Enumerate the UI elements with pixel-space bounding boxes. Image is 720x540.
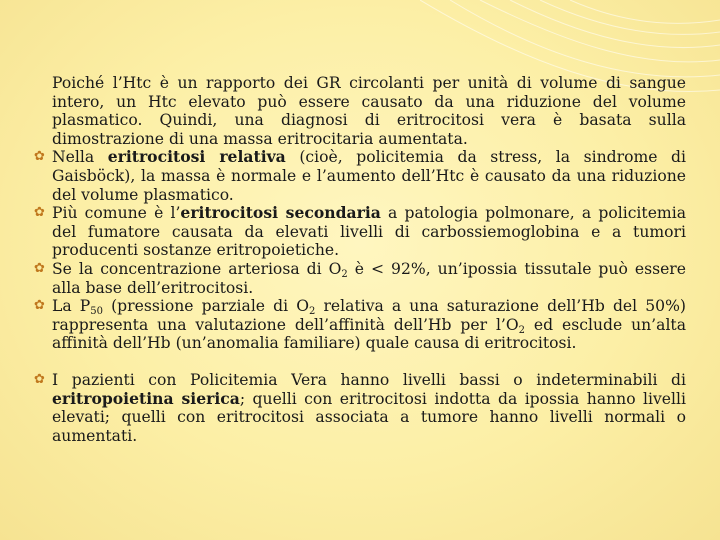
bold-term: eritropoietina sierica xyxy=(52,388,240,408)
text-run: a patologia polmonare, a policitemia del fumatore causata da elevati livelli di carbossiemoglobina e a tumori producenti sostanze eritropoietiche. xyxy=(52,204,686,260)
text-run: I pazienti con Policitemia Vera hanno livelli bassi o indeterminabili di xyxy=(52,370,686,389)
subscript-text: 2 xyxy=(309,306,316,318)
text-run: Poiché l’Htc è un rapporto dei GR circolanti per unità di volume di sangue intero, un Htc elevato può essere causato da una riduzione del volume plasmatico. Quindi, una diagnosi di eritrocitosi vera è basata sulla dimostrazione di una massa eritrocitaria aumentata. xyxy=(52,74,686,148)
bold-term: eritrocitosi secondaria xyxy=(180,203,381,223)
bullet-paragraph xyxy=(52,260,686,297)
bullet-paragraph xyxy=(52,148,686,204)
bullet-paragraph xyxy=(52,371,686,445)
paragraph-spacer xyxy=(52,353,686,371)
subscript-text: 50 xyxy=(90,306,103,318)
text-run: ; quelli con eritrocitosi indotta da ipossia hanno livelli elevati; quelli con eritrocitosi associata a tumore hanno livelli normali o aumentati. xyxy=(52,389,686,445)
text-run: relativa a una saturazione dell’Hb del 50%) rappresenta una valutazione dell’affinità dell’Hb per l’O xyxy=(52,297,686,334)
slide-text-body xyxy=(52,74,686,445)
intro-paragraph xyxy=(52,74,686,148)
text-run: Se la concentrazione arteriosa di O xyxy=(52,259,342,278)
bold-term: eritrocitosi relativa xyxy=(107,147,286,167)
bullet-paragraph xyxy=(52,204,686,260)
text-run: ed esclude un’alta affinità dell’Hb (un’anomalia familiare) quale causa di eritrocitosi. xyxy=(52,315,686,353)
text-run: Più comune è l’ xyxy=(52,204,181,223)
text-run: (pressione parziale di O xyxy=(102,297,309,316)
text-run: (cioè, policitemia da stress, la sindrome di Gaisböck), la massa è normale e l’aumento dell’Htc è causato da una riduzione del volume plasmatico. xyxy=(52,148,686,204)
text-run: è < 92%, un’ipossia tissutale può essere alla base dell’eritrocitosi. xyxy=(52,259,686,297)
text-run: Nella xyxy=(52,148,108,167)
text-run: La P xyxy=(52,297,91,316)
subscript-text: 2 xyxy=(341,268,348,280)
bullet-paragraph xyxy=(52,297,686,353)
subscript-text: 2 xyxy=(518,324,526,336)
